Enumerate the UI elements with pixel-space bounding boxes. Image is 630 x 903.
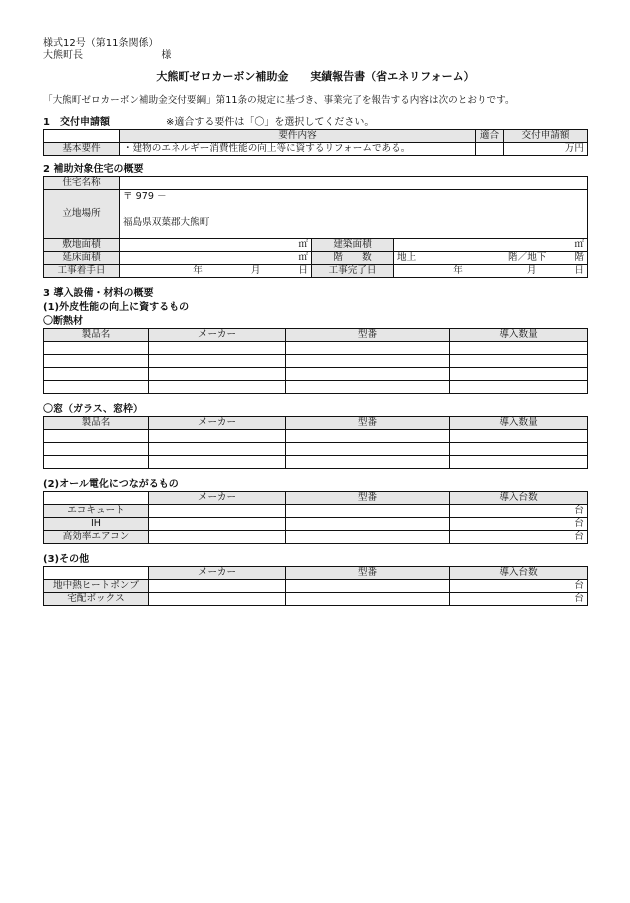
floor-area-label: 延床面積 xyxy=(44,251,120,264)
cell-input[interactable] xyxy=(286,455,450,468)
basic-requirement-content: ・建物のエネルギー消費性能の向上等に資するリフォームである。 xyxy=(120,142,476,155)
col-model: 型番 xyxy=(286,491,450,504)
end-year: 年 xyxy=(453,264,463,276)
table-row xyxy=(44,530,588,543)
floors-below: 階／地下 xyxy=(508,251,547,263)
ecocute-label: エコキュート xyxy=(44,504,149,517)
col-maker: メーカー xyxy=(149,491,286,504)
location-label: 立地場所 xyxy=(44,189,120,238)
col-amount: 交付申請額 xyxy=(504,129,588,142)
cell-input[interactable] xyxy=(44,367,149,380)
insulation-heading: 〇断熱材 xyxy=(43,315,83,327)
honorific: 様 xyxy=(161,50,172,61)
cell-input[interactable] xyxy=(450,354,588,367)
cell-input[interactable] xyxy=(286,579,450,592)
start-day: 日 xyxy=(298,264,308,276)
units-input[interactable]: 台 xyxy=(450,504,588,517)
section3-heading: 3 導入設備・材料の概要 xyxy=(43,287,154,299)
cell-input[interactable] xyxy=(286,354,450,367)
addressee: 大熊町長 xyxy=(43,50,83,61)
cell-input[interactable] xyxy=(149,354,286,367)
cell-input[interactable] xyxy=(450,341,588,354)
cell-input[interactable] xyxy=(286,442,450,455)
cell-input[interactable] xyxy=(286,592,450,605)
section1-note: ※適合する要件は「〇」を選択してください。 xyxy=(165,116,375,128)
start-date-input[interactable] xyxy=(120,264,312,277)
table-row[interactable] xyxy=(44,380,588,393)
end-date-label: 工事完了日 xyxy=(312,264,394,277)
end-gap1 xyxy=(463,265,527,277)
postal-code: 〒 979 － xyxy=(123,190,167,202)
site-area-label: 敷地面積 xyxy=(44,238,120,251)
blank-header-cell xyxy=(44,129,120,142)
geothermal-label: 地中熱ヒートポンプ xyxy=(44,579,149,592)
col-fit: 適合 xyxy=(476,129,504,142)
title-sub: 実績報告書（省エネリフォーム） xyxy=(310,70,475,83)
section2-heading: 2 補助対象住宅の概要 xyxy=(43,163,144,175)
house-name-input[interactable] xyxy=(120,176,588,189)
units-input[interactable]: 台 xyxy=(450,530,588,543)
cell-input[interactable] xyxy=(44,380,149,393)
table-row xyxy=(44,592,588,605)
table-row[interactable] xyxy=(44,354,588,367)
fit-select[interactable] xyxy=(476,142,504,155)
cell-input[interactable] xyxy=(450,367,588,380)
floors-unit: 階 xyxy=(574,251,584,263)
section1-heading: 1 交付申請額 xyxy=(43,116,110,128)
col-maker: メーカー xyxy=(149,566,286,579)
col-model: 型番 xyxy=(286,566,450,579)
cell-input[interactable] xyxy=(149,380,286,393)
col-model: 型番 xyxy=(286,416,450,429)
cell-input[interactable] xyxy=(149,442,286,455)
blank-header-cell xyxy=(44,491,149,504)
cell-input[interactable] xyxy=(44,442,149,455)
delivery-box-label: 宅配ボックス xyxy=(44,592,149,605)
end-month: 月 xyxy=(526,264,537,276)
cell-input[interactable] xyxy=(44,341,149,354)
end-day: 日 xyxy=(574,264,584,276)
col-maker: メーカー xyxy=(149,416,286,429)
table-row[interactable] xyxy=(44,429,588,442)
cell-input[interactable] xyxy=(149,367,286,380)
location-input[interactable] xyxy=(120,189,588,238)
building-area-input[interactable]: ㎡ xyxy=(394,238,588,251)
aircon-label: 高効率エアコン xyxy=(44,530,149,543)
floors-input[interactable] xyxy=(394,251,588,264)
col-requirement: 要件内容 xyxy=(120,129,476,142)
intro-text: 「大熊町ゼロカーボン補助金交付要綱」第11条の規定に基づき、事業完了を報告する内容は次のとおりです。 xyxy=(43,95,515,107)
start-date-label: 工事着手日 xyxy=(44,264,120,277)
table-row[interactable] xyxy=(44,442,588,455)
col-units: 導入台数 xyxy=(450,566,588,579)
start-gap1 xyxy=(203,265,251,277)
col-qty: 導入数量 xyxy=(450,328,588,341)
address-line: 福島県双葉郡大熊町 xyxy=(123,216,210,228)
cell-input[interactable] xyxy=(149,592,286,605)
cell-input[interactable] xyxy=(44,455,149,468)
units-input[interactable]: 台 xyxy=(450,517,588,530)
cell-input[interactable] xyxy=(286,530,450,543)
floors-label: 階 数 xyxy=(312,251,394,264)
cell-input[interactable] xyxy=(286,429,450,442)
cell-input[interactable] xyxy=(149,341,286,354)
table-row[interactable] xyxy=(44,341,588,354)
title-main: 大熊町ゼロカーボン補助金 xyxy=(156,70,289,83)
floor-area-input[interactable]: ㎡ xyxy=(120,251,312,264)
table-row[interactable] xyxy=(44,455,588,468)
table-row[interactable] xyxy=(44,367,588,380)
table-row xyxy=(44,579,588,592)
cell-input[interactable] xyxy=(450,442,588,455)
cell-input[interactable] xyxy=(149,455,286,468)
building-area-label: 建築面積 xyxy=(312,238,394,251)
sub3-heading: (3)その他 xyxy=(43,553,90,565)
start-month: 月 xyxy=(250,264,261,276)
insulation-table xyxy=(43,328,588,394)
page-title xyxy=(43,70,588,83)
col-model: 型番 xyxy=(286,328,450,341)
other-table xyxy=(43,566,588,606)
sub1-heading: (1)外皮性能の向上に資するもの xyxy=(43,301,190,313)
cell-input[interactable] xyxy=(44,429,149,442)
blank-header-cell xyxy=(44,566,149,579)
cell-input[interactable] xyxy=(149,504,286,517)
sub2-heading: (2)オール電化につながるもの xyxy=(43,478,179,490)
cell-input[interactable] xyxy=(44,354,149,367)
cell-input[interactable] xyxy=(286,517,450,530)
window-table xyxy=(43,416,588,469)
application-amount-table xyxy=(43,129,588,156)
start-gap2 xyxy=(260,265,298,277)
cell-input[interactable] xyxy=(286,341,450,354)
cell-input[interactable] xyxy=(286,504,450,517)
amount-input[interactable]: 万円 xyxy=(504,142,588,155)
form-number: 様式12号（第11条関係） xyxy=(43,38,159,49)
floors-above: 地上 xyxy=(397,251,417,263)
cell-input[interactable] xyxy=(450,455,588,468)
units-input[interactable]: 台 xyxy=(450,579,588,592)
col-product: 製品名 xyxy=(44,416,149,429)
electric-table xyxy=(43,491,588,544)
col-qty: 導入数量 xyxy=(450,416,588,429)
units-input[interactable]: 台 xyxy=(450,592,588,605)
cell-input[interactable] xyxy=(149,530,286,543)
start-year: 年 xyxy=(193,264,203,276)
cell-input[interactable] xyxy=(149,579,286,592)
cell-input[interactable] xyxy=(450,429,588,442)
end-date-input[interactable] xyxy=(394,264,588,277)
ih-label: IH xyxy=(44,517,149,530)
house-overview-table xyxy=(43,176,588,278)
col-units: 導入台数 xyxy=(450,491,588,504)
address-blank-line xyxy=(123,203,584,216)
col-maker: メーカー xyxy=(149,328,286,341)
addressee-line xyxy=(43,50,588,62)
basic-requirement-label: 基本要件 xyxy=(44,142,120,155)
house-name-label: 住宅名称 xyxy=(44,176,120,189)
window-heading: 〇窓（ガラス、窓枠） xyxy=(43,403,143,415)
section1-heading-row xyxy=(43,117,588,129)
cell-input[interactable] xyxy=(450,380,588,393)
cell-input[interactable] xyxy=(286,367,450,380)
report-form xyxy=(43,38,588,606)
table-row xyxy=(44,517,588,530)
cell-input[interactable] xyxy=(149,517,286,530)
cell-input[interactable] xyxy=(149,429,286,442)
cell-input[interactable] xyxy=(286,380,450,393)
table-row xyxy=(44,504,588,517)
col-product: 製品名 xyxy=(44,328,149,341)
site-area-input[interactable]: ㎡ xyxy=(120,238,312,251)
end-gap2 xyxy=(536,265,574,277)
